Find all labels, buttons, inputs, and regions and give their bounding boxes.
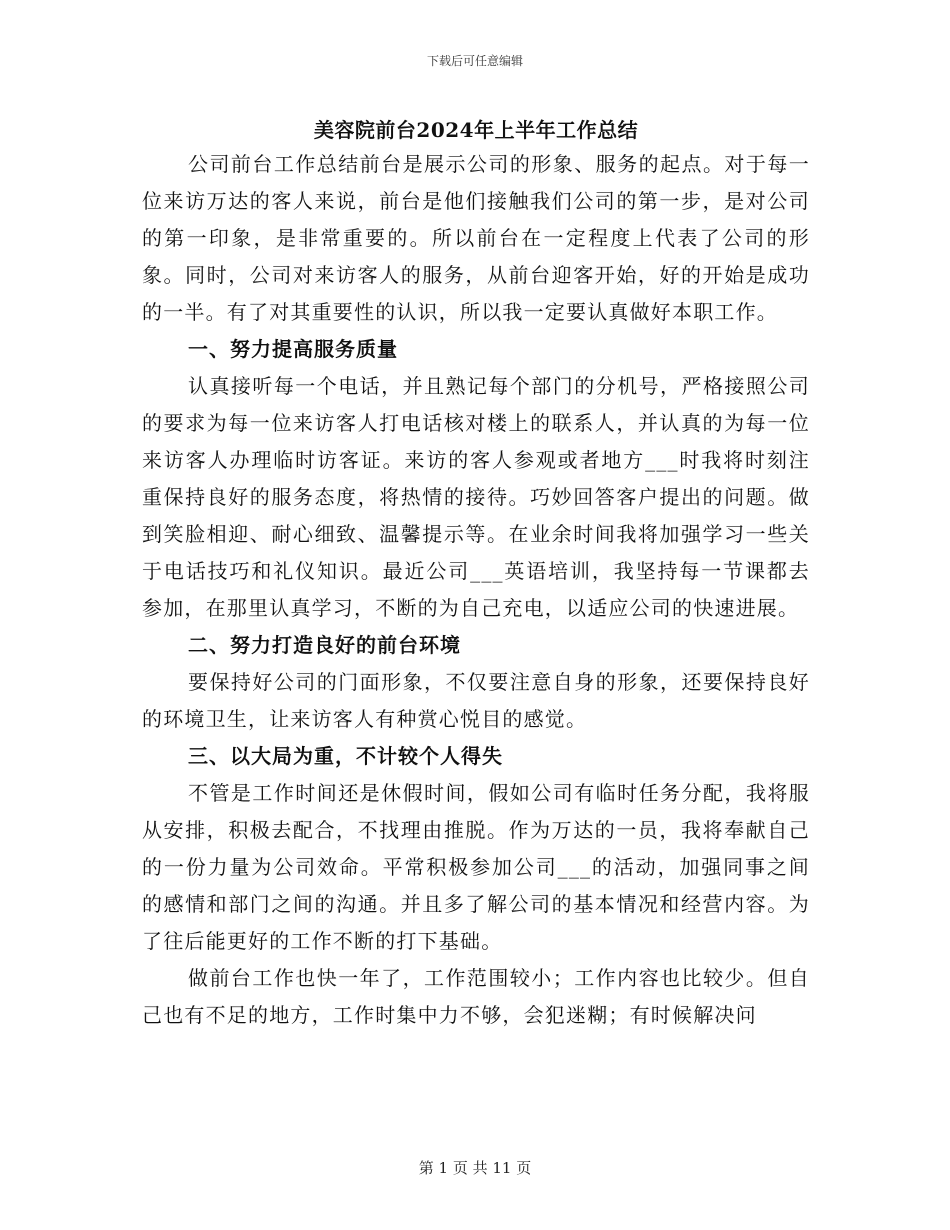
section-heading-3: 三、以大局为重，不计较个人得失 — [188, 744, 503, 768]
section-heading-1: 一、努力提高服务质量 — [188, 337, 398, 361]
closing-paragraph: 做前台工作也快一年了，工作范围较小；工作内容也比较少。但自己也有不足的地方，工作时集中力不够，会犯迷糊；有时候解决问 — [142, 966, 810, 1027]
intro-paragraph: 公司前台工作总结前台是展示公司的形象、服务的起点。对于每一位来访万达的客人来说，前台是他们接触我们公司的第一步，是对公司的第一印象，是非常重要的。所以前台在一定程度上代表了公司的形象。同时，公司对来访客人的服务，从前台迎客开始，好的开始是成功的一半。有了对其重要性的认识，所以我一定要认真做好本职工作。 — [142, 152, 810, 324]
section-body-1: 认真接听每一个电话，并且熟记每个部门的分机号，严格接照公司的要求为每一位来访客人打电话核对楼上的联系人，并认真的为每一位来访客人办理临时访客证。来访的客人参观或者地方___时我将时刻注重保持良好的服务态度，将热情的接待。巧妙回答客户提出的问题。做到笑脸相迎、耐心细致、温馨提示等。在业余时间我将加强学习一些关于电话技巧和礼仪知识。最近公司___英语培训，我坚持每一节课都去参加，在那里认真学习，不断的为自己充电，以适应公司的快速进展。 — [142, 374, 810, 620]
section-body-3: 不管是工作时间还是休假时间，假如公司有临时任务分配，我将服从安排，积极去配合，不找理由推脱。作为万达的一员，我将奉献自己的一份力量为公司效命。平常积极参加公司___的活动，加强同事之间的感情和部门之间的沟通。并且多了解公司的基本情况和经营内容。为了往后能更好的工作不断的打下基础。 — [142, 781, 810, 953]
section-heading-2: 二、努力打造良好的前台环境 — [188, 633, 461, 657]
page-header-note: 下载后可任意编辑 — [426, 54, 523, 68]
document-title: 美容院前台2024年上半年工作总结 — [313, 118, 639, 142]
document-body — [142, 146, 810, 1034]
section-body-2: 要保持好公司的门面形象，不仅要注意自身的形象，还要保持良好的环境卫生，让来访客人有种赏心悦目的感觉。 — [142, 670, 810, 731]
page-number-footer: 第 1 页 共 11 页 — [418, 1159, 532, 1177]
